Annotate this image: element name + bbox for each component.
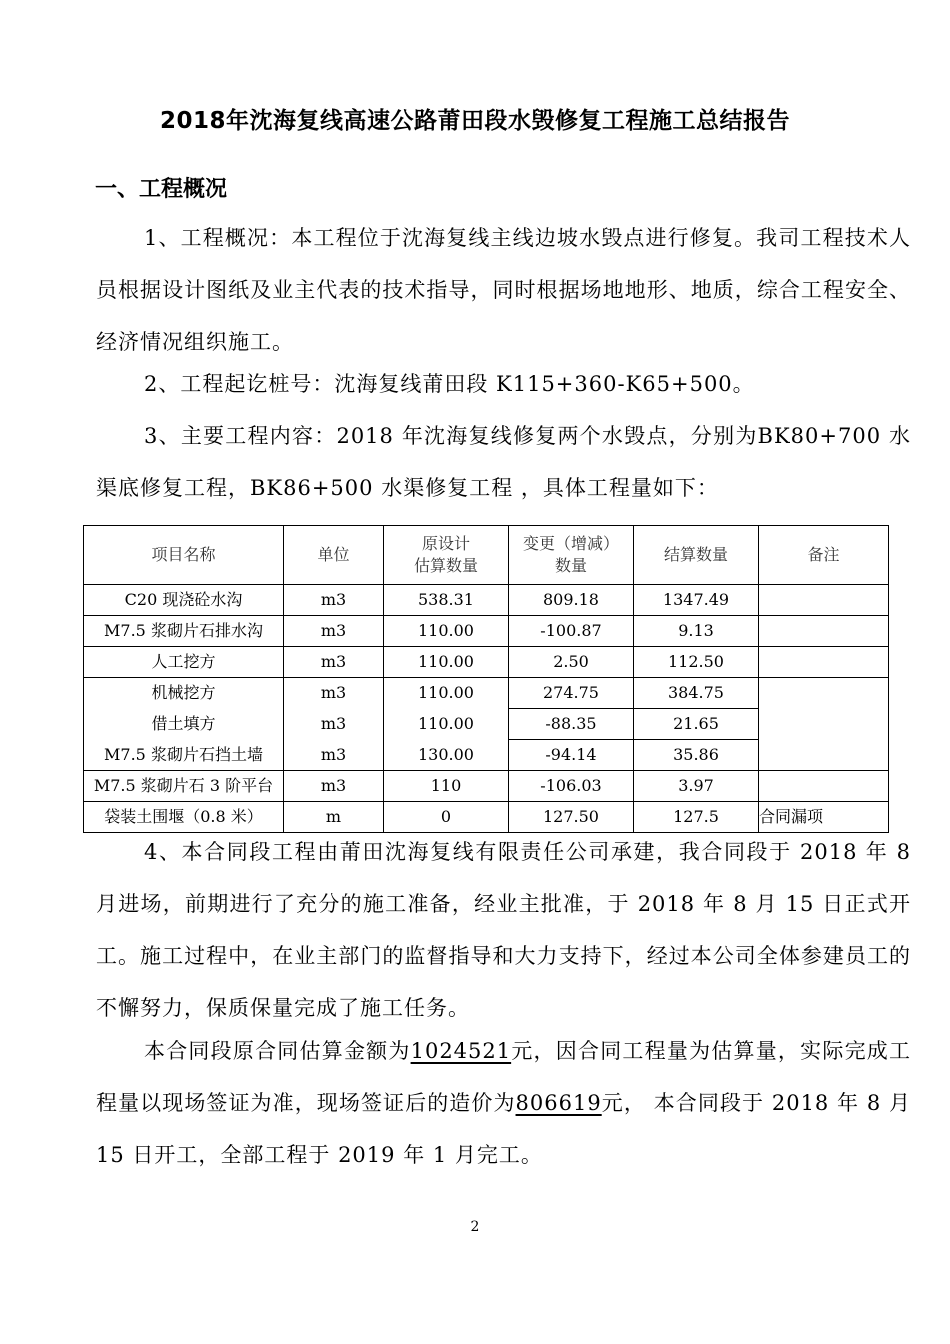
document-title: 2018年沈海复线高速公路莆田段水毁修复工程施工总结报告	[159, 108, 790, 134]
table-header-row	[84, 526, 889, 585]
paragraph-stake-range: 2、工程起讫桩号：沈海复线莆田段 K115+360-K65+500。	[144, 372, 755, 396]
section-heading: 一、工程概况	[95, 177, 228, 202]
cell-name: 借土填方	[84, 709, 284, 740]
cell-name: M7.5 浆砌片石排水沟	[84, 616, 284, 647]
cell-name: C20 现浇砼水沟	[84, 585, 284, 616]
cell-remark: 合同漏项	[759, 802, 889, 833]
cell-name: 机械挖方	[84, 678, 284, 709]
header-change-line2: 数量	[554, 556, 587, 575]
cell-change: -94.14	[509, 740, 634, 771]
contract-amount-text-b: 元，因合同工程量为估算量，实际完成工程量以现场签证为准，现场签证后的造价为	[96, 1039, 912, 1115]
cell-change: -100.87	[509, 616, 634, 647]
cell-original: 110.00	[384, 678, 509, 709]
cell-original: 130.00	[384, 740, 509, 771]
cell-remark	[759, 616, 889, 647]
header-unit: 单位	[284, 526, 384, 585]
table-row	[84, 678, 889, 709]
header-settlement-quantity: 结算数量	[634, 526, 759, 585]
cell-change: -106.03	[509, 771, 634, 802]
cell-original: 538.31	[384, 585, 509, 616]
cell-remark	[759, 585, 889, 616]
cell-unit: m3	[284, 740, 384, 771]
cell-original: 110.00	[384, 709, 509, 740]
table-row	[84, 585, 889, 616]
header-original-quantity	[384, 526, 509, 585]
cell-name: M7.5 浆砌片石 3 阶平台	[84, 771, 284, 802]
paragraph-main-content: 3、主要工程内容：2018 年沈海复线修复两个水毁点，分别为BK80+700 水渠底修复工程，BK86+500 水渠修复工程 ，具体工程量如下：	[96, 424, 911, 500]
cell-change: -88.35	[509, 709, 634, 740]
cell-remark	[759, 740, 889, 771]
quantity-table	[83, 525, 889, 833]
cell-settlement: 112.50	[634, 647, 759, 678]
header-remark: 备注	[759, 526, 889, 585]
cell-original: 0	[384, 802, 509, 833]
cell-settlement: 1347.49	[634, 585, 759, 616]
original-contract-amount: 1024521	[410, 1039, 512, 1063]
paragraph-contract-amount	[96, 1025, 911, 1181]
cell-settlement: 21.65	[634, 709, 759, 740]
table-row	[84, 740, 889, 771]
cell-unit: m3	[284, 616, 384, 647]
cell-remark	[759, 771, 889, 802]
cell-settlement: 127.5	[634, 802, 759, 833]
cell-original: 110	[384, 771, 509, 802]
cell-unit: m3	[284, 709, 384, 740]
table-row	[84, 647, 889, 678]
cell-unit: m3	[284, 585, 384, 616]
contract-amount-text-c: 元， 本合同段于 2018 年 8 月 15 日开工，全部工程于 2019 年 1 月完工。	[96, 1091, 912, 1167]
header-change-line1: 变更（增减）	[522, 534, 619, 553]
paragraph-overview: 1、工程概况：本工程位于沈海复线主线边坡水毁点进行修复。我司工程技术人员根据设计图纸及业主代表的技术指导，同时根据场地地形、地质，综合工程安全、经济情况组织施工。	[96, 226, 911, 354]
cell-original: 110.00	[384, 647, 509, 678]
cell-original: 110.00	[384, 616, 509, 647]
cell-name: M7.5 浆砌片石挡土墙	[84, 740, 284, 771]
cell-remark	[759, 678, 889, 709]
cell-unit: m	[284, 802, 384, 833]
header-original-line2: 估算数量	[413, 556, 478, 575]
header-change-quantity	[509, 526, 634, 585]
table-row	[84, 771, 889, 802]
contract-amount-text-a: 本合同段原合同估算金额为	[144, 1039, 411, 1063]
cell-change: 2.50	[509, 647, 634, 678]
cell-remark	[759, 709, 889, 740]
header-item-name: 项目名称	[84, 526, 284, 585]
cell-settlement: 384.75	[634, 678, 759, 709]
cell-remark	[759, 647, 889, 678]
cell-name: 袋装土围堰（0.8 米）	[84, 802, 284, 833]
header-original-line1: 原设计	[421, 534, 470, 553]
cell-name: 人工挖方	[84, 647, 284, 678]
cell-settlement: 3.97	[634, 771, 759, 802]
cell-unit: m3	[284, 771, 384, 802]
cell-change: 127.50	[509, 802, 634, 833]
cell-unit: m3	[284, 647, 384, 678]
cell-settlement: 35.86	[634, 740, 759, 771]
cell-change: 274.75	[509, 678, 634, 709]
settled-cost-amount: 806619	[515, 1091, 602, 1115]
paragraph-contractor: 4、本合同段工程由莆田沈海复线有限责任公司承建，我合同段于 2018 年 8 月进场，前期进行了充分的施工准备，经业主批准，于 2018 年 8 月 15 日正式开工。施工过程中，在业主部门的监督指导和大力支持下，经过本公司全体参建员工的不懈努力，保质保量完成了施工任务。	[96, 840, 911, 1020]
table-row	[84, 616, 889, 647]
cell-change: 809.18	[509, 585, 634, 616]
page-number: 2	[470, 1219, 480, 1235]
cell-unit: m3	[284, 678, 384, 709]
cell-settlement: 9.13	[634, 616, 759, 647]
table-row	[84, 709, 889, 740]
